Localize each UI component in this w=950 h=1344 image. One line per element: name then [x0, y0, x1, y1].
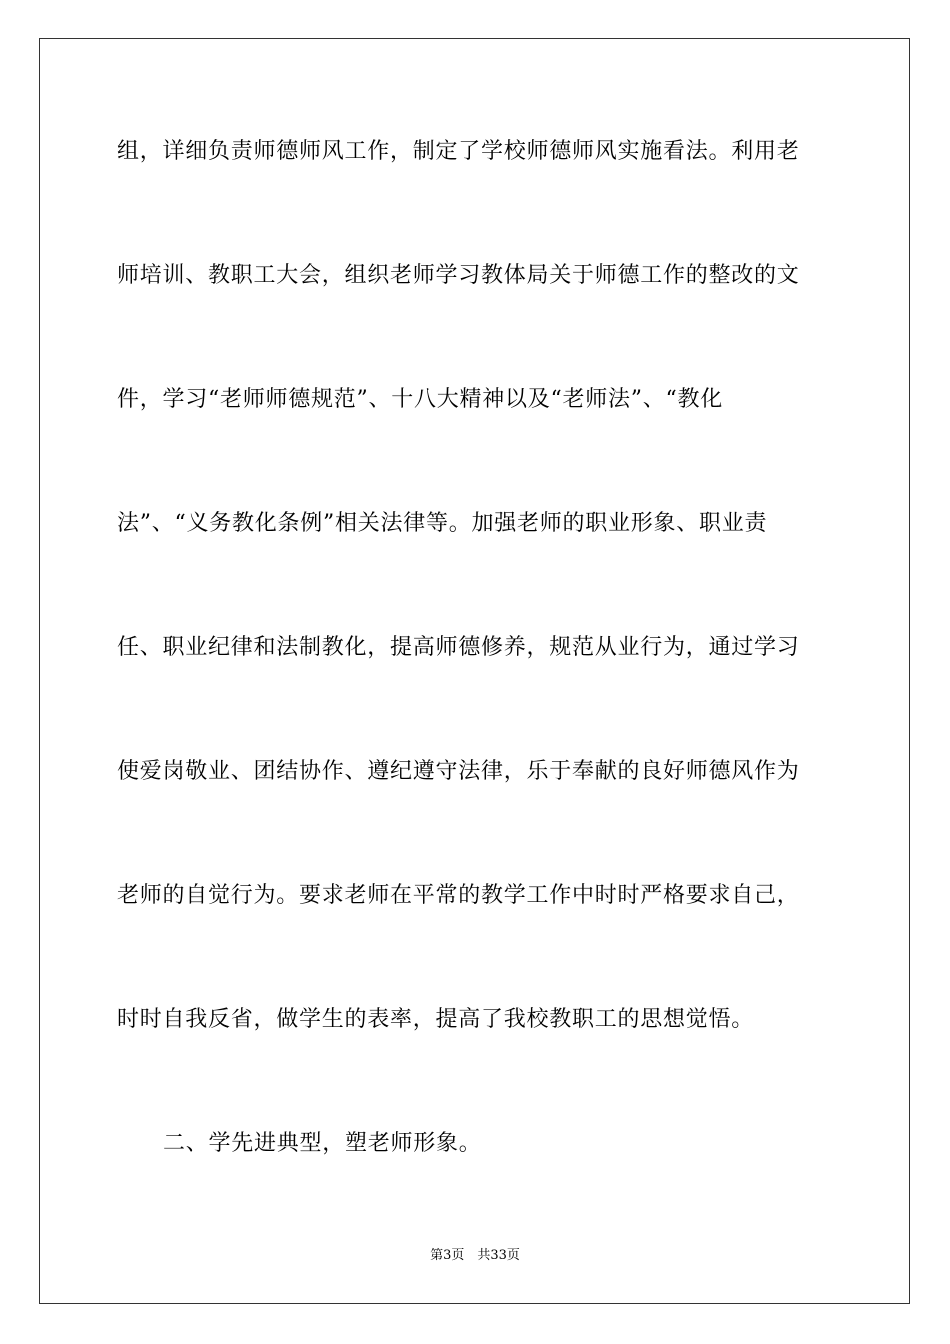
page-border [39, 38, 910, 1304]
body-text-line-8: 时时自我反省，做学生的表率，提高了我校教职工的思想觉悟。 [117, 1007, 755, 1032]
body-text-line-5: 任、职业纪律和法制教化，提高师德修养，规范从业行为，通过学习 [117, 635, 800, 660]
body-text-line-1: 组，详细负责师德师风工作，制定了学校师德师风实施看法。利用老 [117, 139, 800, 164]
body-text-line-6: 使爱岗敬业、团结协作、遵纪遵守法律，乐于奉献的良好师德风作为 [117, 759, 800, 784]
body-text-line-3: 件，学习“老师师德规范”、十八大精神以及“老师法”、“教化 [117, 387, 723, 412]
body-text-line-7: 老师的自觉行为。要求老师在平常的教学工作中时时严格要求自己， [117, 883, 800, 908]
body-text-line-2: 师培训、教职工大会，组织老师学习教体局关于师德工作的整改的文 [117, 263, 800, 288]
body-text-line-4: 法”、“义务教化条例”相关法律等。加强老师的职业形象、职业责 [117, 511, 768, 536]
page-number-footer: 第3页 共33页 [430, 1248, 520, 1263]
section-heading: 二、学先进典型，塑老师形象。 [163, 1131, 482, 1156]
